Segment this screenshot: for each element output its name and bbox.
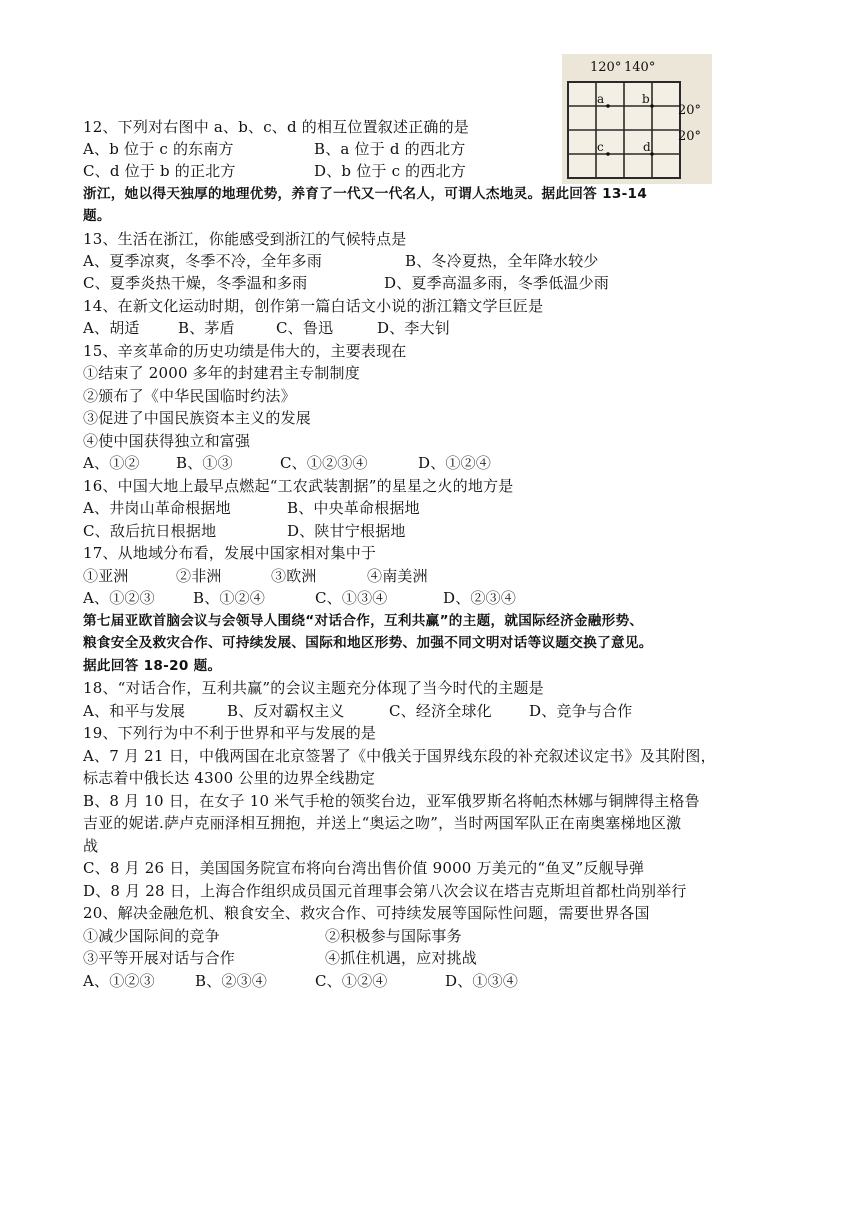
q20-item-4: ④抓住机遇，应对挑战 bbox=[325, 949, 478, 967]
lat-label-lower: 20° bbox=[678, 129, 702, 144]
q19-option-a-line2: 标志着中俄长达 4300 公里的边界全线勘定 bbox=[83, 769, 376, 787]
passage-zhejiang-line1: 浙江，她以得天独厚的地理优势，养育了一代又一代名人，可谓人杰地灵。据此回答 13-14 bbox=[83, 186, 648, 202]
q12-option-b[interactable]: B、a 位于 d 的西北方 bbox=[314, 140, 466, 158]
q20-item-3: ③平等开展对话与合作 bbox=[83, 949, 236, 967]
q12-stem: 12、下列对右图中 a、b、c、d 的相互位置叙述正确的是 bbox=[83, 118, 469, 136]
q13-stem: 13、生活在浙江，你能感受到浙江的气候特点是 bbox=[83, 230, 407, 248]
lat-long-grid-figure bbox=[562, 54, 712, 184]
q13-options-row2 bbox=[83, 272, 609, 294]
cell-label-d: d bbox=[643, 140, 651, 154]
cell-label-c: c bbox=[597, 140, 604, 154]
q20-option-c[interactable]: C、①②④ bbox=[315, 972, 388, 990]
passage-asem-line2: 粮食安全及救灾合作、可持续发展、国际和地区形势、加强不同文明对话等议题交换了意见。 bbox=[83, 635, 653, 651]
q18-option-c[interactable]: C、经济全球化 bbox=[389, 702, 492, 720]
q15-option-d[interactable]: D、①②④ bbox=[418, 454, 492, 472]
q16-options-row1 bbox=[83, 497, 420, 519]
q20-items-row1 bbox=[83, 925, 462, 947]
q13-option-b[interactable]: B、冬冷夏热，全年降水较少 bbox=[405, 252, 599, 270]
q17-item-2: ②非洲 bbox=[176, 567, 222, 585]
point-b bbox=[650, 104, 654, 108]
q17-option-a[interactable]: A、①②③ bbox=[83, 589, 155, 607]
q17-option-b[interactable]: B、①②④ bbox=[193, 589, 266, 607]
q16-option-b[interactable]: B、中央革命根据地 bbox=[287, 499, 420, 517]
q15-item-1: ①结束了 2000 多年的封建君主专制制度 bbox=[83, 364, 360, 382]
q15-option-b[interactable]: B、①③ bbox=[176, 454, 233, 472]
q20-item-2: ②积极参与国际事务 bbox=[325, 927, 462, 945]
q12-option-d[interactable]: D、b 位于 c 的西北方 bbox=[314, 162, 466, 180]
q19-option-d[interactable]: D、8 月 28 日，上海合作组织成员国元首理事会第八次会议在塔吉克斯坦首都杜尚别举行 bbox=[83, 882, 687, 900]
q19-option-b-line3: 战 bbox=[83, 837, 99, 855]
q15-item-2: ②颁布了《中华民国临时约法》 bbox=[83, 387, 296, 405]
q20-option-b[interactable]: B、②③④ bbox=[195, 972, 268, 990]
q16-options-row2 bbox=[83, 520, 406, 542]
q16-option-d[interactable]: D、陕甘宁根据地 bbox=[287, 522, 406, 540]
q17-items bbox=[83, 565, 428, 587]
q14-option-d[interactable]: D、李大钊 bbox=[377, 319, 451, 337]
q20-item-1: ①减少国际间的竞争 bbox=[83, 927, 220, 945]
q14-options bbox=[83, 317, 450, 339]
q17-option-d[interactable]: D、②③④ bbox=[443, 589, 517, 607]
q12-option-a[interactable]: A、b 位于 c 的东南方 bbox=[83, 140, 234, 158]
q16-option-a[interactable]: A、井岗山革命根据地 bbox=[83, 499, 231, 517]
q20-option-a[interactable]: A、①②③ bbox=[83, 972, 155, 990]
q18-option-b[interactable]: B、反对霸权主义 bbox=[227, 702, 345, 720]
q15-item-4: ④使中国获得独立和富强 bbox=[83, 432, 251, 450]
q17-item-4: ④南美洲 bbox=[367, 567, 428, 585]
q12-option-c[interactable]: C、d 位于 b 的正北方 bbox=[83, 162, 236, 180]
q15-option-a[interactable]: A、①② bbox=[83, 454, 140, 472]
q19-option-b-line2: 吉亚的妮诺.萨卢克丽泽相互拥抱，并送上“奥运之吻”，当时两国军队正在南奥塞梯地区激 bbox=[83, 814, 682, 832]
q14-option-b[interactable]: B、茅盾 bbox=[178, 319, 235, 337]
q15-options bbox=[83, 452, 491, 474]
passage-zhejiang-line2: 题。 bbox=[83, 208, 111, 224]
q17-option-c[interactable]: C、①③④ bbox=[315, 589, 388, 607]
point-a bbox=[606, 104, 610, 108]
q13-options-row1 bbox=[83, 250, 599, 272]
q17-stem: 17、从地域分布看，发展中国家相对集中于 bbox=[83, 544, 377, 562]
q15-stem: 15、辛亥革命的历史功绩是伟大的，主要表现在 bbox=[83, 342, 407, 360]
q20-stem: 20、解决金融危机、粮食安全、救灾合作、可持续发展等国际性问题，需要世界各国 bbox=[83, 904, 650, 922]
q17-item-3: ③欧洲 bbox=[271, 567, 317, 585]
q12-options-row1 bbox=[83, 138, 465, 160]
q15-item-3: ③促进了中国民族资本主义的发展 bbox=[83, 409, 312, 427]
q20-option-d[interactable]: D、①③④ bbox=[445, 972, 519, 990]
cell-label-b: b bbox=[642, 92, 650, 106]
q18-options bbox=[83, 700, 632, 722]
point-c bbox=[606, 152, 610, 156]
q19-stem: 19、下列行为中不利于世界和平与发展的是 bbox=[83, 724, 377, 742]
q19-option-a-line1[interactable]: A、7 月 21 日，中俄两国在北京签署了《中俄关于国界线东段的补充叙述议定书》及其附图， bbox=[83, 747, 716, 765]
q16-stem: 16、中国大地上最早点燃起“工农武装割据”的星星之火的地方是 bbox=[83, 477, 514, 495]
q14-option-c[interactable]: C、鲁迅 bbox=[276, 319, 334, 337]
passage-asem-line3: 据此回答 18-20 题。 bbox=[83, 658, 222, 674]
q17-options bbox=[83, 587, 516, 609]
q20-options bbox=[83, 970, 518, 992]
q20-items-row2 bbox=[83, 947, 477, 969]
lat-label-upper: 20° bbox=[678, 103, 702, 118]
lon-label-120: 120° bbox=[590, 60, 622, 75]
q13-option-c[interactable]: C、夏季炎热干燥，冬季温和多雨 bbox=[83, 274, 308, 292]
q14-option-a[interactable]: A、胡适 bbox=[83, 319, 140, 337]
q16-option-c[interactable]: C、敌后抗日根据地 bbox=[83, 522, 217, 540]
lon-label-140: 140° bbox=[624, 60, 656, 75]
q18-option-a[interactable]: A、和平与发展 bbox=[83, 702, 186, 720]
passage-asem-line1: 第七届亚欧首脑会议与会领导人围绕“对话合作，互利共赢”的主题，就国际经济金融形势、 bbox=[83, 613, 644, 629]
q18-option-d[interactable]: D、竞争与合作 bbox=[529, 702, 633, 720]
q18-stem: 18、“对话合作，互利共赢”的会议主题充分体现了当今时代的主题是 bbox=[83, 679, 544, 697]
q13-option-d[interactable]: D、夏季高温多雨，冬季低温少雨 bbox=[384, 274, 610, 292]
point-d bbox=[650, 152, 654, 156]
q12-options-row2 bbox=[83, 160, 466, 182]
q17-item-1: ①亚洲 bbox=[83, 567, 129, 585]
cell-label-a: a bbox=[597, 92, 605, 106]
q14-stem: 14、在新文化运动时期，创作第一篇白话文小说的浙江籍文学巨匠是 bbox=[83, 297, 544, 315]
q13-option-a[interactable]: A、夏季凉爽，冬季不冷，全年多雨 bbox=[83, 252, 323, 270]
q19-option-c[interactable]: C、8 月 26 日，美国国务院宣布将向台湾出售价值 9000 万美元的“鱼叉”反舰导弹 bbox=[83, 859, 645, 877]
q19-option-b-line1[interactable]: B、8 月 10 日，在女子 10 米气手枪的领奖台边，亚军俄罗斯名将帕杰林娜与铜牌得主格鲁 bbox=[83, 792, 700, 810]
q15-option-c[interactable]: C、①②③④ bbox=[280, 454, 368, 472]
